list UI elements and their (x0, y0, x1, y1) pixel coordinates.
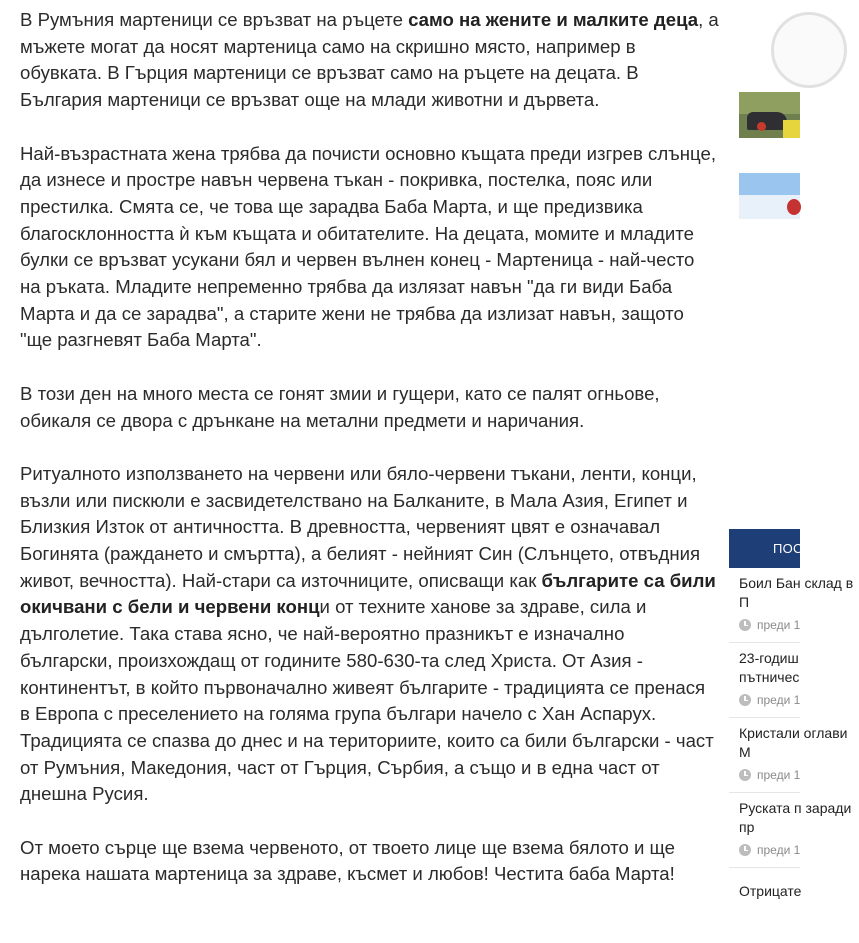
clock-icon (739, 619, 751, 631)
thumbnail-shape (739, 92, 800, 114)
news-title[interactable]: Боил Бан склад в П (739, 575, 854, 610)
sidebar-logo-circle[interactable] (771, 12, 847, 88)
paragraph-text: и от техните ханове за здраве, сила и дълголетие. Така става ясно, че най-вероятно празникът е изначално български, произхождащ от годините 580-630-та след Христа. От Азия - континентът, в който първоначално живеят българите - традицията се пренася в Европа с преселението на голяма група българи начело с Хан Аспарух. Традицията се спазва до днес и на териториите, които са били български - част от Румъния, Македония, част от Гърция, Сърбия, а също и в една част от днешна Русия. (20, 596, 714, 805)
article-body (20, 7, 720, 915)
paragraph-text: Ритуалното използването на червени или бяло-червени тъкани, ленти, конци, възли или пискюли е засвидетелствано на Балканите, в Мала Азия, Египет и Близкия Изток от античността. В древността, червеният цвят е означавал Богинята (раждането и смъртта), а белият - нейният Син (Слънцето, отвъдния живот, вечността). Най-стари са източниците, описващи как (20, 462, 701, 591)
news-thumbnail[interactable] (739, 173, 800, 219)
article-paragraph: Най-възрастната жена трябва да почисти основно къщата преди изгрев слънце, да изнесе и простре навън червена тъкан - покривка, постелка, пояс или престилка. Смята се, че това ще зарадва Баба Марта, и ще предизвика благосклонността ѝ към къщата и обитателите. На децата, момите и младите булки се връзват усукани бял и червен вълнен конец - Мартеница - най-често на ръката. Младите непременно трябва да излязат навън "да ги види Баба Марта и да се зарадва", а старите жени не трябва да излизат навън, защото "ще разгневят Баба Марта". (20, 142, 717, 351)
thumbnail-shape (787, 199, 801, 215)
news-list-item[interactable] (729, 568, 854, 643)
sidebar (729, 0, 854, 899)
paragraph-text: В Румъния мартеници се връзват на ръцете (20, 9, 409, 30)
news-time-text: преди 1 (757, 618, 801, 632)
bold-text: българите са били окичвани с бели и червени конц (20, 569, 716, 618)
news-time-text: преди 1 (757, 768, 801, 782)
article-paragraph (20, 461, 720, 808)
clock-icon (739, 769, 751, 781)
news-time-text: преди 1 (757, 843, 801, 857)
article-paragraph: В този ден на много места се гонят змии и гущери, като се палят огньове, обикаля се двора с дрънкане на метални предмети и наричания. (20, 382, 660, 431)
news-timestamp (739, 768, 800, 782)
bold-text: само на жените и малките деца (408, 9, 699, 30)
thumbnail-shape (747, 112, 787, 130)
news-list-item[interactable] (729, 643, 800, 718)
thumbnail-shape (783, 120, 800, 138)
news-timestamp (739, 693, 800, 707)
article-paragraph (20, 7, 720, 114)
news-list-item[interactable] (729, 868, 800, 943)
article-paragraph: От моето сърце ще взема червеното, от твоето лице ще взема бялото и ще нарека нашата мартеница за здраве, късмет и любов! Честита баба Марта! (20, 836, 675, 885)
news-title[interactable]: Отрицате (739, 883, 802, 899)
news-timestamp (739, 618, 800, 632)
clock-icon (739, 694, 751, 706)
news-thumbnail[interactable] (739, 92, 800, 138)
news-time-text: преди 1 (757, 693, 801, 707)
news-title[interactable]: Руската п заради пр (739, 800, 852, 835)
paragraph-text: , а мъжете могат да носят мартеница само на скришно място, например в обувката. В Гърция мартеници се връзват само на ръцете на децата. В България мартеници се връзват още на млади животни и дървета. (20, 9, 719, 111)
latest-news-header[interactable]: ПОС (729, 529, 800, 568)
thumbnail-shape (739, 173, 800, 197)
news-list-item[interactable] (729, 718, 848, 793)
clock-icon (739, 844, 751, 856)
news-title[interactable]: 23-годиш пътничес (739, 650, 800, 685)
thumbnail-shape (757, 122, 766, 131)
news-title[interactable]: Кристали оглави М (739, 725, 848, 760)
news-timestamp (739, 843, 800, 857)
news-list-item[interactable] (729, 793, 852, 868)
